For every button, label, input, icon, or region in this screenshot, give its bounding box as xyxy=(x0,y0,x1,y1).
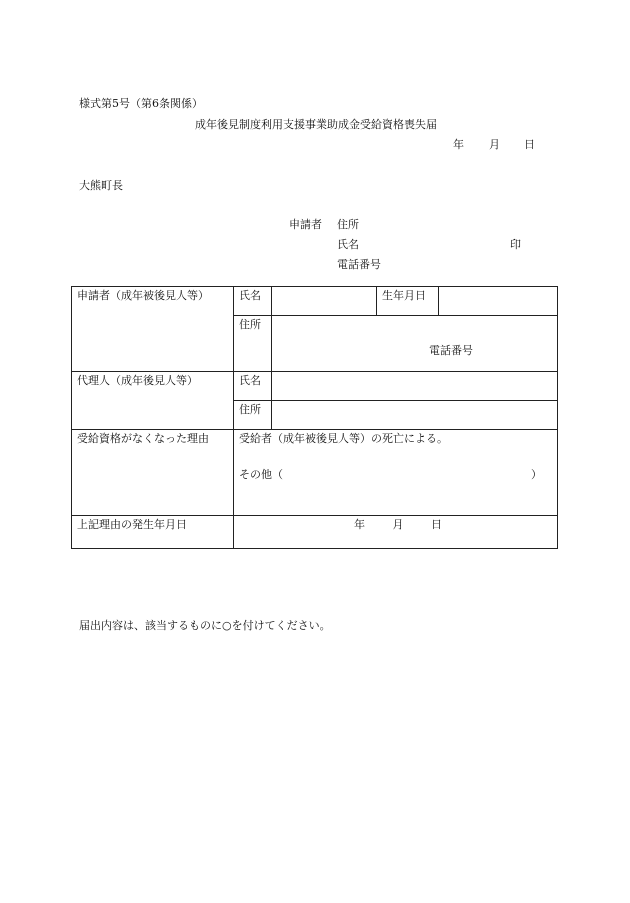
agent-name-label: 氏名 xyxy=(239,374,261,387)
ward-name-label: 氏名 xyxy=(239,289,261,302)
form-table xyxy=(71,286,558,549)
table-row xyxy=(72,372,558,401)
submission-date-month: 月 xyxy=(489,138,500,151)
applicant-address-label: 住所 xyxy=(337,218,359,231)
submission-date-year: 年 xyxy=(453,138,464,151)
form-title: 成年後見制度利用支援事業助成金受給資格喪失届 xyxy=(195,118,437,131)
occurrence-date-month: 月 xyxy=(392,518,404,531)
applicant-phone-label: 電話番号 xyxy=(337,258,381,271)
addressee: 大熊町長 xyxy=(79,179,123,192)
ward-address-field[interactable] xyxy=(272,316,558,372)
ward-name-label-cell xyxy=(234,287,272,316)
ward-address-label: 住所 xyxy=(239,318,261,331)
birthdate-label: 生年月日 xyxy=(382,289,426,302)
occurrence-date-day: 日 xyxy=(431,518,442,531)
agent-header-cell xyxy=(72,372,234,430)
seal-mark: 印 xyxy=(510,238,521,251)
reason-other-close: ） xyxy=(531,468,542,481)
reason-other-open: その他（ xyxy=(239,468,283,481)
agent-name-field[interactable] xyxy=(272,372,558,401)
reason-option-death[interactable]: 受給者（成年被後見人等）の死亡による。 xyxy=(239,432,448,445)
agent-header: 代理人（成年後見人等） xyxy=(77,374,198,387)
birthdate-label-cell xyxy=(377,287,439,316)
occurrence-date-header: 上記理由の発生年月日 xyxy=(77,518,187,531)
agent-address-label: 住所 xyxy=(239,403,261,416)
reason-option-other[interactable] xyxy=(239,468,552,482)
reason-header-cell xyxy=(72,430,234,516)
agent-name-label-cell xyxy=(234,372,272,401)
occurrence-date-field[interactable] xyxy=(234,516,558,549)
form-number: 様式第5号（第6条関係） xyxy=(79,97,203,110)
agent-address-label-cell xyxy=(234,401,272,430)
table-row xyxy=(72,516,558,549)
ward-address-label-cell xyxy=(234,316,272,372)
occurrence-date-header-cell xyxy=(72,516,234,549)
footnote: 届出内容は、該当するものに○を付けてください。 xyxy=(79,619,331,632)
occurrence-date-year: 年 xyxy=(354,518,365,531)
agent-address-field[interactable] xyxy=(272,401,558,430)
ward-phone-label: 電話番号 xyxy=(429,344,473,357)
birthdate-field[interactable] xyxy=(439,287,558,316)
table-row xyxy=(72,287,558,316)
ward-name-field[interactable] xyxy=(272,287,377,316)
reason-header: 受給資格がなくなった理由 xyxy=(77,432,209,445)
ward-header-cell xyxy=(72,287,234,372)
submission-date-day: 日 xyxy=(524,138,535,151)
ward-header: 申請者（成年被後見人等） xyxy=(77,289,209,302)
reason-cell xyxy=(234,430,558,516)
applicant-name-label: 氏名 xyxy=(337,238,359,251)
table-row xyxy=(72,430,558,516)
applicant-label: 申請者 xyxy=(289,218,322,231)
